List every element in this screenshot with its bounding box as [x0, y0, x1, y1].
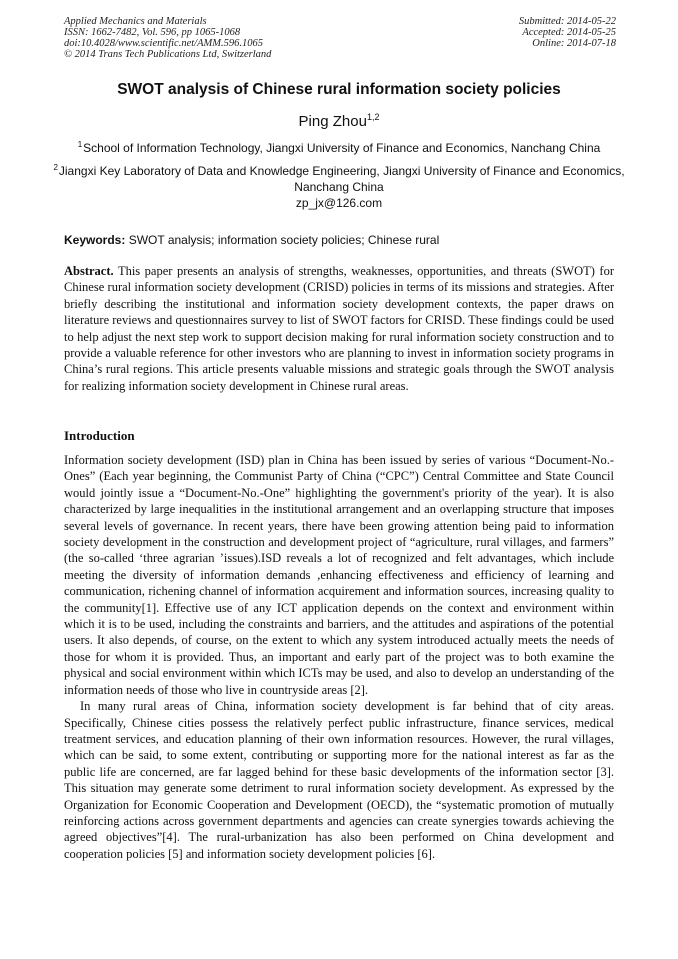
keywords-text: SWOT analysis; information society policies; Chinese rural — [128, 233, 440, 247]
affiliation-2 — [40, 160, 638, 195]
affiliation-2-number: 2 — [53, 163, 58, 172]
dates-header — [519, 16, 616, 49]
paragraph: In many rural areas of China, information society development is far behind that of city areas. Specifically, Chinese cities possess the relatively perfect public infrastructure, finance services, medical treatment services, and education planning of their own information resources. However, the rural villages, which can be said, to some extent, contributing or supporting more for the national interest as far as the public life are concerned, are far lagged behind for these basic developments of the information sector [3]. This situation may generate some detriment to rural information society development. As expressed by the Organization for Economic Cooperation and Development (OECD), the “systematic promotion of mutually reinforcing actions across government departments and agencies can create synergies towards achieving the agreed objectives”[4]. The rural-urbanization has also been performed on China development and cooperation policies [5] and information society development policies [6]. — [64, 699, 614, 861]
issn-line: ISSN: 1662-7482, Vol. 596, pp 1065-1068 — [64, 27, 241, 38]
submitted-date: Submitted: 2014-05-22 — [518, 16, 616, 27]
author-affiliation-marks: 1,2 — [366, 112, 380, 122]
paragraph: Information society development (ISD) plan in China has been issued by series of various “Document-No.-Ones” (Each year beginning, the Communist Party of China (“CPC”) Central Committee and State Council would jointly issue a “Document-No.-One” highlighting the government's priority of the year). It is also characterized by large inequalities in the institutional arrangement and an overlapping structure that imposes several levels of governance. In recent years, there have been growing attention being paid to information society development in the construction and development project of “agriculture, rural villages, and farmers” (the so-called ‘three agrarian ’issues).ISD reveals a lot of recognized and felt advantages, which include meeting the diversity of information demands ,enhancing effectiveness and efficiency of learning and communication, richening channel of information acquirement and information sources, increasing quality to the community[1]. Effective use of any ICT application depends on the context and environment within which it is to be used, including the constraints and barriers, and the attitudes and aspirations of the potential users. It also depends, of course, on the extent to which any system introduced actually meets the needs of those for whom it is provided. Thus, an important and early part of the project was to both examine the physical and social environment within which ICTs may be used, and also to develop an understanding of the information needs of those who live in countryside areas [2]. — [64, 453, 614, 697]
author-email: zp_jx@126.com — [295, 196, 383, 210]
keywords-line — [64, 233, 614, 247]
section-heading-introduction: Introduction — [64, 428, 135, 443]
doi-line: doi:10.4028/www.scientific.net/AMM.596.1065 — [64, 38, 263, 49]
journal-name: Applied Mechanics and Materials — [64, 16, 207, 27]
affiliation-2-text: Jiangxi Key Laboratory of Data and Knowledge Engineering, Jiangxi University of Finance and Economics, Nanchang China — [58, 164, 625, 194]
abstract — [64, 263, 614, 394]
accepted-date: Accepted: 2014-05-25 — [522, 27, 616, 38]
online-date: Online: 2014-07-18 — [532, 38, 616, 49]
journal-header — [64, 16, 271, 60]
affiliation-1-number: 1 — [77, 140, 83, 149]
author-line — [0, 112, 678, 130]
abstract-label: Abstract. — [64, 264, 114, 278]
copyright-line: © 2014 Trans Tech Publications Ltd, Switzerland — [64, 49, 272, 60]
affiliation-1 — [40, 137, 638, 156]
affiliation-1-text: School of Information Technology, Jiangxi University of Finance and Economics, Nanchang China — [83, 141, 601, 155]
abstract-text: This paper presents an analysis of strengths, weaknesses, opportunities, and threats (SWOT) for Chinese rural information society development (CRISD) policies in terms of its missions and strategies. After briefly describing the institutional and information society development contexts, the paper draws on literature reviews and questionnaires survey to list of SWOT factors for CRISD. These findings could be used to help adjust the next step work to support decision making for rural information society construction and to provide a valuable reference for other investors who are planning to invest in information society programs in China’s rural regions. This article presents valuable missions and strategic goals through the SWOT analysis for realizing information society development in Chinese rural areas. — [64, 264, 614, 393]
keywords-label: Keywords: — [64, 233, 126, 247]
introduction-body — [64, 452, 614, 862]
author-name: Ping Zhou — [298, 113, 367, 130]
paper-title: SWOT analysis of Chinese rural information society policies — [117, 81, 561, 98]
